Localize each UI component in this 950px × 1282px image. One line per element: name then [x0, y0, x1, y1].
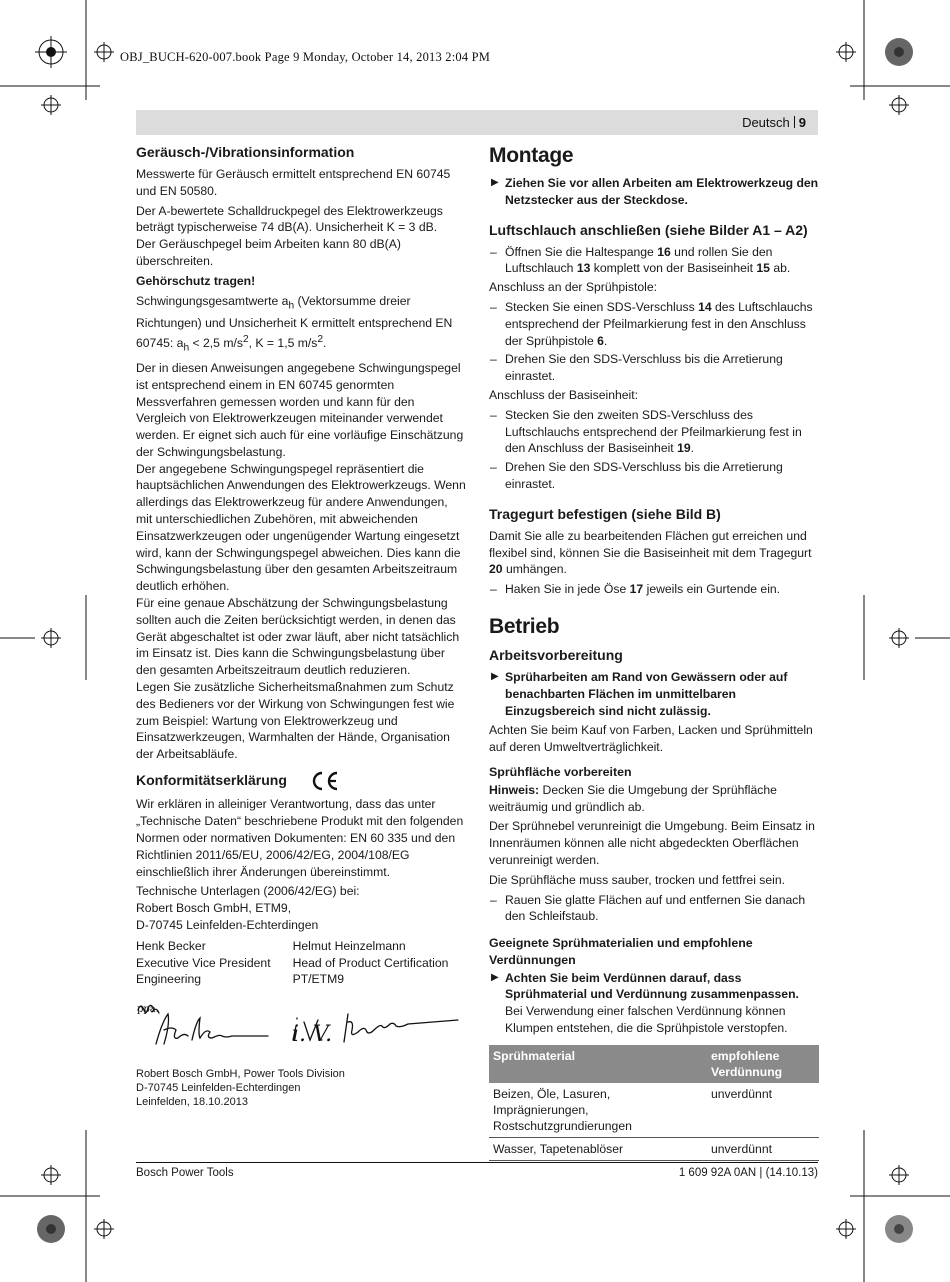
spray-area-heading: Sprühfläche vorbereiten: [489, 764, 632, 779]
strap-ref-17: 17: [629, 582, 644, 597]
vib-text-e: , K = 1,5 m/s: [248, 335, 318, 350]
hose-ref-15: 15: [756, 261, 770, 276]
gun-text-c: des Luftschlauchs entsprechend der Pfeilmarkierung fest in den Anschluss der Sprühpistole: [505, 299, 813, 348]
hose-text-e: komplett von der Basiseinheit: [590, 261, 757, 276]
header-language: Deutsch: [742, 115, 790, 130]
ce-mark-icon: [309, 771, 339, 791]
strap-heading: Tragegurt befestigen (siehe Bild B): [489, 505, 721, 522]
signatories: [136, 938, 466, 988]
vib-text-b: (Vektorsumme dreier Richtungen) und Unsicherheit K ermittelt entsprechend EN 60745:: [136, 293, 453, 350]
base-unit-step-1: [489, 407, 819, 457]
header-separator: [794, 116, 795, 128]
strap-step-text-a: Haken Sie in jede Öse: [505, 582, 630, 597]
table-cell-material: Beizen, Öle, Lasuren, Imprägnierungen, Rostschutzgrundierungen: [489, 1083, 707, 1138]
air-hose-step: [489, 244, 819, 278]
preparation-warning-text: Sprüharbeiten am Rand von Gewässern oder auf benachbarten Flächen im unmittelbaren Einzugsbereich sind nicht zulässig.: [505, 669, 788, 718]
vib-text-c: a: [176, 335, 184, 350]
warning-arrow-icon: ▶: [491, 177, 499, 188]
table-header-thinner: empfohlene Verdünnung: [707, 1045, 819, 1083]
dash-bullet: –: [490, 299, 497, 314]
vib-sub-h-2: h: [183, 342, 190, 354]
gun-ref-6: 6: [597, 333, 604, 348]
montage-heading: Montage: [489, 144, 574, 167]
spray-area-step-text: Rauen Sie glatte Flächen auf und entfernen Sie danach den Schleifstaub.: [505, 892, 806, 924]
address-line-3: Leinfelden, 18.10.2013: [136, 1095, 248, 1108]
materials-heading: Geeignete Sprühmaterialien und empfohlene Verdünnungen: [489, 936, 753, 967]
spray-gun-step-1: [489, 299, 819, 349]
hose-text-c: und rollen Sie den Luftschlauch: [505, 244, 773, 276]
dash-bullet: –: [490, 407, 497, 422]
base-unit-connection-label: Anschluss der Basiseinheit:: [489, 387, 639, 402]
base-ref-19: 19: [677, 441, 691, 456]
signatory-1-role-2: Engineering: [136, 972, 202, 987]
hose-text-g: ab.: [769, 261, 791, 276]
spray-gun-step-2: [489, 351, 819, 385]
gun-ref-14: 14: [698, 299, 712, 314]
table-cell-material: Wasser, Tapetenablöser: [489, 1137, 707, 1160]
signatory-2: [293, 938, 466, 988]
table-row: [489, 1137, 819, 1160]
table-cell-thinner: unverdünnt: [707, 1083, 819, 1138]
gun-step-2-text: Drehen Sie den SDS-Verschluss bis die Arretierung einrastet.: [505, 352, 783, 384]
table-header-row: [489, 1045, 819, 1083]
preparation-paragraph: Achten Sie beim Kauf von Farben, Lacken und Sprühmitteln auf deren Umweltverträglichkeit.: [489, 723, 813, 755]
hose-ref-13: 13: [576, 261, 591, 276]
printer-slug-line: OBJ_BUCH-620-007.book Page 9 Monday, October 14, 2013 2:04 PM: [120, 50, 491, 64]
dash-bullet: –: [490, 244, 497, 259]
conformity-heading-row: [136, 771, 466, 791]
footer-rule: [136, 1162, 818, 1163]
tech-docs-line-2: Robert Bosch GmbH, ETM9,: [136, 901, 292, 916]
noise-paragraph-3: Der Geräuschpegel beim Arbeiten kann 80 dB(A) überschreiten.: [136, 237, 401, 268]
hose-ref-16: 16: [657, 244, 671, 259]
handwritten-signatures: [136, 1000, 466, 1058]
conformity-paragraph: Wir erklären in alleiniger Verantwortung, dass das unter „Technische Daten“ beschriebene Produkt mit den folgenden Normen oder normativen Dokumenten: EN 60 335 und den Richtlinien 2011/65/EU, 2006/42/EG, 2004/108/EG einschließlich ihrer Änderungen übereinstimmt.: [136, 797, 464, 879]
preparation-heading: Arbeitsvorbereitung: [489, 646, 623, 663]
vib-sub-h: h: [288, 300, 295, 312]
materials-warning-bold: Achten Sie beim Verdünnen darauf, dass Sprühmaterial und Verdünnung zusammenpassen.: [505, 970, 799, 1002]
hint-label: Hinweis:: [489, 782, 540, 797]
base-text-c: .: [690, 441, 695, 456]
spray-area-hint: [489, 782, 819, 816]
page-header-bar: [136, 110, 818, 135]
right-column: [489, 143, 819, 1161]
strap-text-c: umhängen.: [502, 562, 567, 577]
noise-paragraph-1: Messwerte für Geräusch ermittelt entsprechend EN 60745 und EN 50580.: [136, 167, 451, 198]
materials-warning-rest: Bei Verwendung einer falschen Verdünnung können Klumpen entstehen, die die Sprühpistole verstopfen.: [505, 1004, 788, 1036]
air-hose-heading: Luftschlauch anschließen (siehe Bilder A1 – A2): [489, 221, 808, 238]
vibration-paragraph-2: Der in diesen Anweisungen angegebene Schwingungspegel ist entsprechend einem in EN 60745 genormten Messverfahren gemessen worden und kann für den Vergleich von Elektrowerkzeugen miteinander verwendet werden. Er eignet sich auch für eine vorläufige Einschätzung der Schwingungsbelastung.: [136, 360, 464, 459]
warning-arrow-icon: ▶: [491, 971, 499, 983]
base-unit-step-2: [489, 459, 819, 493]
table-cell-thinner: unverdünnt: [707, 1137, 819, 1160]
montage-warning: [489, 175, 819, 209]
preparation-warning: [489, 669, 819, 719]
table-header-material: Sprühmaterial: [489, 1045, 707, 1083]
vibration-paragraph-4: Für eine genaue Abschätzung der Schwingungsbelastung sollten auch die Zeiten berücksichtigt werden, in denen das Gerät abgeschaltet ist oder zwar läuft, aber nicht tatsächlich im Einsatz ist. Dies kann die Schwingungsbelastung über den gesamten Arbeitszeitraum deutlich reduzieren.: [136, 596, 460, 678]
footer-brand: Bosch Power Tools: [136, 1167, 234, 1179]
hearing-protection-note: Gehörschutz tragen!: [136, 273, 256, 288]
hint-text: Decken Sie die Umgebung der Sprühfläche weiträumig und gründlich ab.: [489, 782, 777, 814]
vib-text-d: < 2,5 m/s: [189, 335, 243, 350]
signature-iv: i. V.: [292, 1022, 333, 1048]
tech-docs-line-1: Technische Unterlagen (2006/42/EG) bei:: [136, 884, 360, 899]
materials-warning: [489, 970, 819, 1037]
conformity-heading: Konformitätserklärung: [136, 772, 287, 789]
signatory-2-role: Head of Product Certification: [292, 955, 449, 970]
montage-warning-text: Ziehen Sie vor allen Arbeiten am Elektrowerkzeug den Netzstecker aus der Steckdose.: [505, 176, 819, 207]
noise-paragraph-2: Der A-bewertete Schalldruckpegel des Elektrowerkzeugs beträgt typischerweise 74 dB(A). Unsicherheit K = 3 dB.: [136, 203, 443, 235]
signatory-1-name: Henk Becker: [136, 938, 206, 953]
betrieb-heading: Betrieb: [489, 614, 560, 638]
materials-table: [489, 1045, 819, 1161]
base-text-a: Stecken Sie den zweiten SDS-Verschluss des Luftschlauchs entsprechend der Pfeilmarkierung fest in den Anschluss der Basiseinheit: [505, 407, 802, 456]
signatory-1-role: Executive Vice President: [136, 955, 271, 970]
vib-sup-2: 2: [317, 333, 324, 345]
strap-text-a: Damit Sie alle zu bearbeitenden Flächen gut erreichen und flexibel sind, können Sie die Basiseinheit mit dem Tragegurt: [489, 528, 812, 560]
left-column: [136, 143, 466, 1109]
gun-text-e: .: [603, 333, 608, 348]
signature-ppa: ppa.: [137, 1004, 159, 1016]
company-address: [136, 1067, 466, 1109]
signatory-2-role-2: PT/ETM9: [292, 972, 345, 987]
dash-bullet: –: [490, 892, 497, 907]
vib-text-a: Schwingungsgesamtwerte a: [136, 293, 289, 308]
hose-text-a: Öffnen Sie die Haltespange: [505, 244, 658, 259]
tech-docs-line-3: D-70745 Leinfelden-Echterdingen: [136, 917, 319, 932]
header-page-number: 9: [798, 115, 806, 130]
strap-step-text-c: jeweils ein Gurtende ein.: [643, 582, 781, 597]
base-step-2-text: Drehen Sie den SDS-Verschluss bis die Arretierung einrastet.: [505, 460, 783, 491]
vib-sup-1: 2: [242, 333, 249, 345]
signatory-1: [136, 938, 293, 988]
dash-bullet: –: [490, 460, 497, 475]
strap-ref-20: 20: [489, 562, 503, 577]
spray-area-paragraph-2: Der Sprühnebel verunreinigt die Umgebung. Beim Einsatz in Innenräumen können alle nicht abgedeckten Oberflächen verunreinigt werden.: [489, 819, 815, 867]
address-line-1: Robert Bosch GmbH, Power Tools Division: [136, 1067, 345, 1080]
spray-area-step: [489, 892, 819, 926]
strap-step: [489, 581, 819, 598]
vibration-paragraph-1: Schwingungsgesamtwerte $a_h$ (Vektorsumme dreier Richtungen) und Unsicherheit K ermittelt entsprechend EN 60745: $a_h < 2,5$ $m/s^2$, K = 1,5 $m/s^2$.: [136, 293, 453, 354]
warning-arrow-icon: ▶: [491, 670, 499, 682]
spray-area-paragraph-3: Die Sprühfläche muss sauber, trocken und fettfrei sein.: [489, 872, 786, 887]
dash-bullet: –: [490, 582, 497, 597]
vibration-paragraph-5: Legen Sie zusätzliche Sicherheitsmaßnahmen zum Schutz des Bedieners vor der Wirkung von Schwingungen fest wie zum Beispiel: Wartung von Elektrowerkzeug und Einsatzwerkzeugen, Warmhalten der Hände, Organisation der Arbeitsabläufe.: [136, 680, 455, 762]
vibration-paragraph-3: Der angegebene Schwingungspegel repräsentiert die hauptsächlichen Anwendungen des Elektrowerkzeugs. Wenn allerdings das Elektrowerkzeug für andere Anwendungen, mit unterschiedlichen Zubehören, mit abweichenden Einsatzwerkzeugen oder ungenügender Wartung eingesetzt wird, kann der Schwingungspegel abweichen. Dies kann die Schwingungsbelastung über den gesamten Arbeitszeitraum deutlich erhöhen.: [136, 461, 466, 594]
spray-gun-connection-label: Anschluss an der Sprühpistole:: [489, 280, 658, 295]
table-row: [489, 1083, 819, 1138]
noise-vibration-heading: Geräusch-/Vibrationsinformation: [136, 144, 355, 160]
address-line-2: D-70745 Leinfelden-Echterdingen: [136, 1081, 301, 1094]
page-header-label: [742, 115, 806, 130]
strap-paragraph: [489, 528, 819, 578]
gun-text-a: Stecken Sie einen SDS-Verschluss: [505, 299, 699, 314]
signatory-2-name: Helmut Heinzelmann: [292, 938, 406, 953]
dash-bullet: –: [490, 352, 497, 367]
footer-doc-number: 1 609 92A 0AN | (14.10.13): [678, 1167, 818, 1179]
